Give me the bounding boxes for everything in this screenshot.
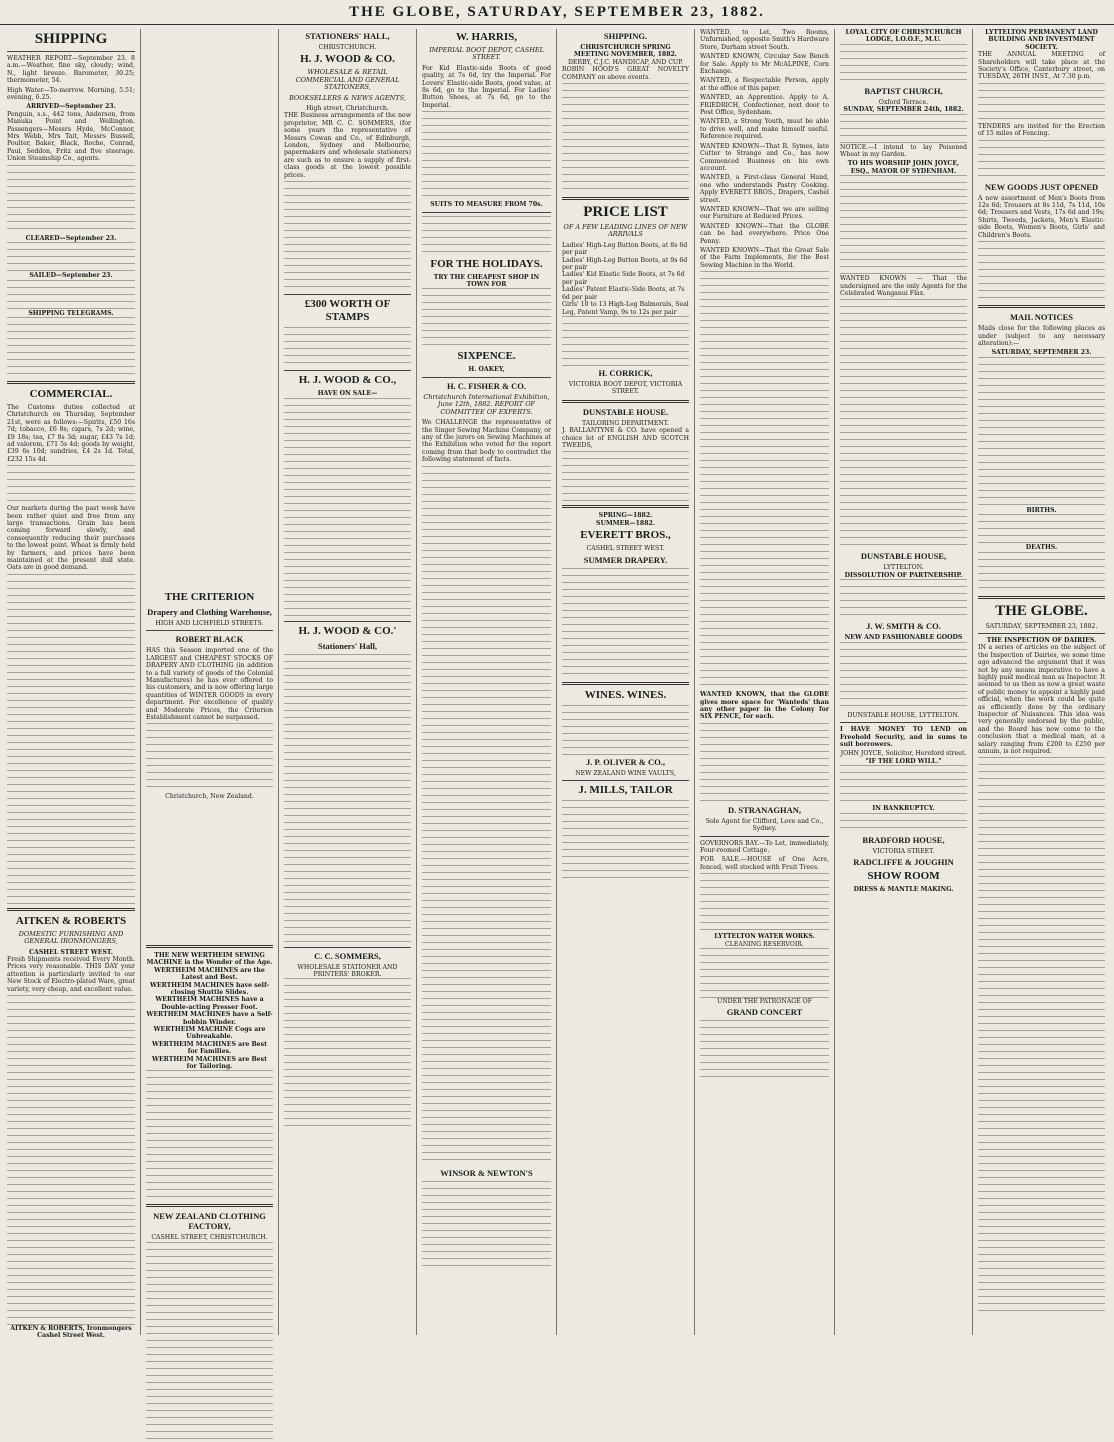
corrick-subheading: VICTORIA BOOT DEPOT, VICTORIA STREET. [568, 380, 683, 396]
shipping-banner: SHIPPING. [603, 31, 648, 41]
lyttelton-building-society: LYTTELTON PERMANENT LAND BUILDING AND INVESTMENT SOCIETY. [985, 29, 1098, 51]
annual-meeting: THE ANNUAL MEETING of Shareholders will take place at the Society's Office, Canterbury street, on TUESDAY, 26TH INST., At 7.30 p.m. [978, 51, 1105, 81]
market-report-block [7, 574, 135, 904]
wertheim-item-6: WERTHEIM MACHINES are Best for Families. [152, 1040, 267, 1056]
concert-block [700, 1020, 829, 1080]
long-notice-block [840, 299, 967, 549]
bankruptcy: IN BANKRUPTCY. [872, 805, 935, 813]
price-item-2: Ladies' Kid Elastic Side Boots, at 7s 6d per pair [562, 271, 685, 286]
hj-wood-text: THE Business arrangements of the new proprietor, MR C. C. SOMMERS, (for some years the representative of Messrs Cowan and Co., of Edinburgh, London, Sydney and Melbourne, papermakers and wholesale stationers) are such as to ensure a supply of first-class goods at the lowest possible prices. [284, 112, 411, 179]
tenders: TENDERS are invited for the Erection of 15 miles of Fencing. [978, 122, 1105, 138]
harris-list-block [422, 111, 551, 201]
roberts-block [422, 216, 551, 256]
arrived-heading: ARRIVED—September 23. [26, 103, 116, 111]
hj-wood-block [284, 181, 411, 291]
sommers-heading: C. C. SOMMERS, [314, 950, 381, 961]
aitken-text: Fresh Shipments received Every Month. Prices very reasonable. THIS DAY your attention is particularly invited to our New Stock of Electro-plated Ware, great variety, very cheap, and excellent value. [7, 956, 135, 993]
new-fashion: NEW AND FASHIONABLE GOODS [844, 634, 963, 642]
lord-will-block [840, 765, 967, 805]
holidays-subheading: TRY THE CHEAPEST SHOP IN TOWN FOR [433, 273, 540, 289]
wertheim-item-2: WERTHEIM MACHINES have self-closing Shuttle Slides. [149, 981, 270, 996]
meeting-block [978, 83, 1105, 123]
holidays-block [422, 288, 551, 348]
wanted-9: WANTED KNOWN—That the Great Sale of the Farm Implements, for the Best Sewing Machine in the World. [700, 246, 829, 269]
wines-block [562, 705, 689, 755]
column-6 [694, 29, 834, 1335]
births-block [978, 514, 1105, 544]
column-7 [834, 29, 972, 1335]
everett-heading: EVERETT BROS., [580, 529, 671, 542]
cleared-heading: CLEARED—September 23. [25, 234, 117, 242]
hj-wood-heading: H. J. WOOD & CO. [300, 53, 395, 66]
blank-space-2 [146, 801, 273, 941]
robert-black-text: HAS this Season imported one of the LARGEST and CHEAPEST STOCKS OF DRAPERY AND CLOTHING (in addition to a full variety of goods of the Colonial Manufactures) he has ever offered to his customers, and is now offering large quantities of WINTER GOODS in every department. For excellence of quality and Moderate Prices, the Criterion Establishment cannot be surpassed. [146, 647, 273, 722]
oliver-subheading: NEW ZEALAND WINE VAULTS, [575, 769, 676, 777]
new-goods-heading: NEW GOODS JUST OPENED [984, 181, 1099, 192]
wertheim-list-block [146, 1070, 273, 1200]
hj-wood-subheading-2: BOOKSELLERS & NEWS AGENTS, [289, 93, 406, 102]
wanted-3: WANTED, an Apprentice. Apply to A. FRIEDRICH, Confectioner, next door to Post Office, Sydenham. [700, 94, 829, 117]
dairies-article-block [978, 757, 1105, 1317]
globe-title: THE GLOBE. [995, 602, 1088, 619]
fisher-heading: H. C. FISHER & CO. [446, 380, 527, 391]
stationers-hall-heading: STATIONERS' HALL, [305, 31, 390, 41]
suits-notice: SUITS TO MEASURE FROM 70s. [430, 201, 543, 209]
bradford-heading: BRADFORD HOUSE, [862, 834, 945, 845]
corrick-heading: H. CORRICK, [598, 367, 653, 378]
baptist-sub: Oxford Terrace. [878, 98, 929, 106]
mills-block [562, 800, 689, 880]
price-list-block [562, 316, 689, 366]
commercial-text-block [7, 465, 135, 505]
misc-notice-block [700, 723, 829, 803]
smith-block [840, 642, 967, 712]
dissolution-block [840, 579, 967, 619]
money-to-lend: I HAVE MONEY TO LEND on Freehold Security, and in sums to suit borrowers. [840, 726, 967, 748]
robert-black-footer: Christchurch, New Zealand. [165, 793, 254, 801]
lord-will: "IF THE LORD WILL." [865, 757, 942, 765]
bradford-sub: VICTORIA STREET. [872, 847, 935, 855]
telegrams-text-block [7, 317, 135, 377]
nz-clothing-heading: NEW ZEALAND CLOTHING FACTORY, [153, 1211, 266, 1232]
show-room: SHOW ROOM [867, 869, 940, 882]
baptist-block [840, 114, 967, 144]
shipping-heading: SHIPPING [34, 31, 108, 47]
bankruptcy-block [840, 813, 967, 833]
stamps-heading: £300 WORTH OF STAMPS [304, 298, 391, 324]
nz-clothing-address: CASHEL STREET, CHRISTCHURCH. [151, 1234, 268, 1242]
price-list-subheading: OF A FEW LEADING LINES OF NEW ARRIVALS [563, 223, 688, 239]
robert-black-block [146, 723, 273, 793]
hj-wood3-block [284, 654, 411, 944]
column-5 [556, 29, 694, 1335]
wertheim-item-5: WERTHEIM MACHINE Cogs are Unbreakable. [153, 1025, 266, 1041]
tenders-block [978, 140, 1105, 180]
cleaning-reservoir: CLEANING RESERVOIR. [725, 940, 804, 948]
blank-space [146, 29, 273, 589]
fisher-report: Christchurch International Exhibition, June 12th, 1882. REPORT OF COMMITTEE OF EXPERTS. [423, 392, 550, 416]
price-list-heading: PRICE LIST [583, 204, 668, 221]
dress-mantle: DRESS & MANTLE MAKING. [853, 885, 954, 893]
hj-wood-address: High street, Christchurch. [306, 105, 389, 113]
harris-heading: W. HARRIS, [455, 31, 518, 43]
price-item-1: Ladies' High-Leg Button Boots, at 9s 6d per pair [562, 256, 688, 272]
new-goods-block [978, 241, 1105, 301]
wanted-2: WANTED, a Respectable Person, apply at the office of this paper. [700, 77, 829, 92]
criterion-subheading: Drapery and Clothing Warehouse, [147, 607, 272, 617]
arrived-text: Penguin, s.s., 442 tons, Anderson, from Manuka Point and Wellington. Passengers—Messrs Hyde, McConnor, Mrs Webb, Mrs Tait, Messrs Bussell, Poulter, Baker, Black, Roche, Conrad, Paul, Seddon, Fritz and five steerage. Union Steamship Co., agents. [7, 110, 135, 163]
cleared-text-block [7, 242, 135, 272]
wanted-7: WANTED KNOWN—That we are selling our Furniture at Reduced Prices. [700, 205, 829, 221]
baptist-date: SUNDAY, SEPTEMBER 24th, 1882. [843, 106, 964, 114]
summer-label: SUMMER—1882. [596, 519, 655, 527]
wines-heading: WINES. WINES. [584, 688, 667, 701]
aitken-address: CASHEL STREET WEST. [29, 948, 113, 956]
wanted-8: WANTED KNOWN—That the GLOBE can be had everywhere. Price One Penny. [700, 222, 829, 245]
dunstable-lyttelton-city: LYTTELTON. [883, 564, 924, 572]
wanted-6: WANTED, a First-class General Hand, one who understands Pastry Cooking. Apply EVERETT BROS., Drapers, Cashel street. [700, 174, 829, 204]
criterion-heading: THE CRITERION [164, 591, 255, 603]
derby-notice: DERBY, C.J.C. HANDICAP, AND CUP. [567, 58, 684, 66]
column-4 [416, 29, 556, 1335]
wanted-list-block [700, 271, 829, 691]
mayor-address: TO HIS WORSHIP JOHN JOYCE, ESQ., MAYOR OF SYDENHAM. [847, 160, 960, 175]
oliver-heading: J. P. OLIVER & CO., [585, 756, 666, 767]
masthead-title: THE GLOBE, SATURDAY, SEPTEMBER 23, 1882. [349, 3, 765, 20]
nz-clothing-block [146, 1242, 273, 1442]
wertheim-item-4: WERTHEIM MACHINES have a Self-bobbin Winder. [146, 1011, 273, 1026]
wertheim-item-3: WERTHEIM MACHINES have a Double-acting Presser Foot. [155, 996, 264, 1011]
robin-hood-text: ROBIN HOOD'S GREAT NOVELTY COMPANY on above events. [562, 66, 689, 81]
deaths-block [978, 552, 1105, 592]
wanted-0: WANTED, to Let, Two Rooms, Unfurnished, opposite Smith's Hardware Store, Durham street South. [700, 29, 829, 51]
fisher-long-text-block [422, 466, 551, 1166]
column-1 [2, 29, 140, 1340]
dunstable-subheading: TAILORING DEPARTMENT. [582, 419, 669, 427]
mayor-block [840, 175, 967, 275]
deaths-heading: DEATHS. [1025, 544, 1058, 552]
wertheim-item-0: THE NEW WERTHEIM SEWING MACHINE is the Wonder of the Age. [146, 951, 273, 967]
wertheim-item-1: WERTHEIM MACHINES are the Latest and Best. [154, 966, 265, 982]
newspaper-page [0, 25, 1114, 1340]
lodge-block [840, 44, 967, 84]
everett-block [562, 568, 689, 678]
reservoir-block [700, 948, 829, 998]
hj-wood2-heading: H. J. WOOD & CO., [298, 374, 397, 387]
column-2 [140, 29, 278, 1335]
baptist-heading: BAPTIST CHURCH, [864, 85, 943, 96]
births-heading: BIRTHS. [1026, 506, 1057, 514]
governors-bay: GOVERNORS BAY.—To Let, immediately, Four-roomed Cottage. [700, 839, 829, 855]
globe-date: SATURDAY, SEPTEMBER 23, 1882. [985, 622, 1098, 630]
hj-wood2-list-block [284, 398, 411, 618]
commercial-market: Our markets during the past week have been rather quiet and free from any large transactions. Grain has been coming forward slowly, and consequently reducing their purchases to the lowest point. Wheat is firmly held by farmers, and prices have been maintained at the present dull state. Oats are in good demand. [7, 505, 135, 572]
summer-drapery: SUMMER DRAPERY. [583, 554, 668, 565]
oakey-name: H. OAKEY, [468, 366, 505, 374]
robert-black-heading: ROBERT BLACK [175, 634, 244, 645]
harris-text: For Kid Elastic-side Boots of good quality, at 7s 6d, try the Imperial. For Lovers' Elastic-side Boots, good value, at 8s 6d, go to the Imperial. For Ladies' Button Shoes, at 7s 6d, go to the Imperial. [422, 64, 551, 109]
mail-notices-heading: MAIL NOTICES [1009, 312, 1074, 323]
mail-notices-text: Mails close for the following places as under (subject to any necessary alteration):— [978, 325, 1105, 347]
aitken-roberts-heading: AITKEN & ROBERTS [15, 914, 127, 927]
aitken-footer: AITKEN & ROBERTS, Ironmongers Cashel Street West. [10, 1325, 132, 1340]
hj-wood3-subheading: Stationers' Hall, [317, 640, 378, 651]
dissolution-notice: DISSOLUTION OF PARTNERSHIP. [844, 571, 963, 579]
spring-meeting: CHRISTCHURCH SPRING MEETING NOVEMBER, 1882. [574, 44, 677, 59]
price-item-3: Ladies' Patent Elastic-Side Boots, at 7s 6d per pair [562, 286, 685, 301]
patronage-heading: UNDER THE PATRONAGE OF [717, 998, 812, 1006]
wanted-5: WANTED KNOWN—That R. Symes, late Cutter to Strange and Co., has now Commenced Business on his own account. [700, 142, 829, 172]
lyttelton-waterworks: LYTTELTON WATER WORKS. [714, 933, 815, 941]
smith-heading: J. W. SMITH & CO. [866, 621, 941, 632]
for-sale: FOR SALE.—HOUSE of One Acre, fenced, well stocked with Fruit Trees. [700, 856, 829, 871]
wertheim-item-7: WERTHEIM MACHINES are Best for Tailoring. [152, 1055, 267, 1070]
mail-block [978, 357, 1105, 507]
sommers-block [284, 978, 411, 1128]
wanted-4: WANTED, a Strong Youth, must be able to drive well, and make himself useful. Reference required. [700, 118, 829, 141]
harris-subheading: IMPERIAL BOOT DEPOT, CASHEL STREET. [429, 46, 544, 62]
everett-address: CASHEL STREET WEST. [586, 545, 665, 553]
wanted-1: WANTED KNOWN, Circular Saw Bench for Sale. Apply to Mr McALPINE, Corn Exchange. [700, 53, 829, 76]
wanted-knowledge: WANTED KNOWN — That the undersigned are the only Agents for the Celebrated Wanganui Flax. [840, 275, 967, 298]
stationers-city: CHRISTCHURCH. [318, 44, 377, 51]
winsor-newton-heading: WINSOR & NEWTON'S [440, 1167, 533, 1178]
sale-block [700, 873, 829, 933]
joyce-solicitor: JOHN JOYCE, Solicitor, Hereford street. [840, 750, 967, 758]
hj-wood2-subheading: HAVE ON SALE— [317, 390, 378, 398]
holidays-heading: FOR THE HOLIDAYS. [430, 257, 543, 270]
dunstable-block [562, 451, 689, 501]
column-8 [972, 29, 1110, 1335]
loyal-lodge: LOYAL CITY OF CHRISTCHURCH LODGE, I.O.O.F., M.U. [845, 29, 962, 44]
sailed-text-block [7, 280, 135, 310]
ballantyne-text: J. BALLANTYNE & CO. have opened a choice lot of ENGLISH AND SCOTCH TWEEDS, [562, 427, 689, 449]
grand-concert: GRAND CONCERT [726, 1007, 803, 1018]
poison-notice: NOTICE.—I intend to lay Poisoned Wheat in my Garden. [840, 143, 967, 159]
arrivals-text-block [7, 165, 135, 235]
commercial-customs: The Customs duties collected at Christchurch on Thursday, September 21st, were as follows:—Spirits, £50 16s 7d; tobacco, £6 8s; cigars, 7s 2d; wine, £9 18s; tea, £7 8s 3d; sugar, £43 7s 1d; ad valorem, £71 5s 4d; goods by weight, £39 6s 10d; sundries, £4 2s 1d. Total, £232 15s 4d. [7, 403, 135, 463]
sommers-subheading: WHOLESALE STATIONER AND PRINTERS' BROKER. [297, 963, 398, 978]
telegrams-heading: SHIPPING TELEGRAMS. [28, 309, 114, 317]
sweep-table-block [562, 83, 689, 153]
dunstable-lyttelton-heading: DUNSTABLE HOUSE, [860, 551, 947, 562]
price-item-4: Girls' 10 to 13 High-Leg Balmorals, Seal Leg, Patent Vamp, 9s to 12s per pair [562, 301, 689, 316]
fisher-body: We CHALLENGE the representative of the Singer Sewing Machine Company, or any of the jurors on Sewing Machines at the Exhibition who voted for the report coming from that body to contradict the following statement of facts. [422, 419, 551, 464]
sixpence-heading: SIXPENCE. [457, 350, 516, 363]
winsor-newton-block [422, 1181, 551, 1271]
dairies-heading: THE INSPECTION OF DAIRIES. [986, 636, 1097, 644]
column-3 [278, 29, 416, 1335]
sailed-heading: SAILED—September 23. [29, 272, 113, 280]
hj-wood3-heading: H. J. WOOD & CO.' [298, 624, 397, 637]
aitken-subheading: DOMESTIC FURNISHING AND GENERAL IRONMONGERS, [18, 929, 124, 946]
commercial-heading: COMMERCIAL. [29, 387, 113, 400]
stranaghan-heading: D. STRANAGHAN, [728, 804, 801, 815]
mail-date: SATURDAY, SEPTEMBER 23. [991, 349, 1092, 357]
radcliffe-heading: RADCLIFFE & JOUGHIN [853, 856, 954, 867]
smith-sub: DUNSTABLE HOUSE, LYTTELTON. [847, 711, 960, 719]
spring-label: SPRING—1882. [598, 512, 653, 520]
high-water: High Water—To-morrow. Morning, 5.51; evening, 6.25. [7, 86, 135, 102]
globe-wanted-notice: WANTED KNOWN, that the GLOBE gives more space for 'Wanteds' than any other paper in the Colony for SIX PENCE, for each. [700, 691, 829, 721]
weather-report: WEATHER REPORT—September 23. 8 a.m.—Weather, fine sky, cloudy; wind, N., light breeze. Barometer, 30.25; thermometer, 54. [7, 55, 135, 85]
robin-hood-block [562, 153, 689, 193]
mills-heading: J. MILLS, TAILOR [578, 783, 673, 796]
criterion-address: HIGH AND LICHFIELD STREETS. [155, 620, 264, 627]
dairies-text: IN a series of articles on the subject of the Inspection of Dairies, we some time ago advanced the argument that it was not by any means imperative to have a highly paid medical man as Inspector. It seemed to us then as now a great waste of public money to appoint a highly paid official, when the work could be quite as efficiently done by the ordinary Inspector of Nuisances. This idea was very generally endorsed by the public, and the Board has now come to the conclusion that a medical man, at a salary ranging from £200 to £250 per annum, is not required. [978, 644, 1105, 756]
price-item-0: Ladies' High-Leg Button Boots, at 8s 6d per pair [562, 241, 688, 257]
stamps-block [284, 327, 411, 367]
masthead [0, 0, 1114, 25]
new-goods-text: A new assortment of Men's Boots from 12s 6d; Trousers at 8s 11d, 7s 11d, 10s 6d; Trousers and Vests, 17s 6d and 19s; Shirts, Tweeds, Jackets, Men's Elastic-side Boots, Women's Boots, Girls' and Children's Boots. [978, 194, 1105, 239]
aitken-list-block [7, 995, 135, 1325]
stranaghan-sub: Sole Agent for Clifford, Love and Co., Sydney. [705, 817, 824, 833]
dunstable-heading: DUNSTABLE HOUSE. [582, 406, 669, 417]
hj-wood-subheading: WHOLESALE & RETAIL COMMERCIAL AND GENERAL STATIONERS, [295, 68, 400, 92]
